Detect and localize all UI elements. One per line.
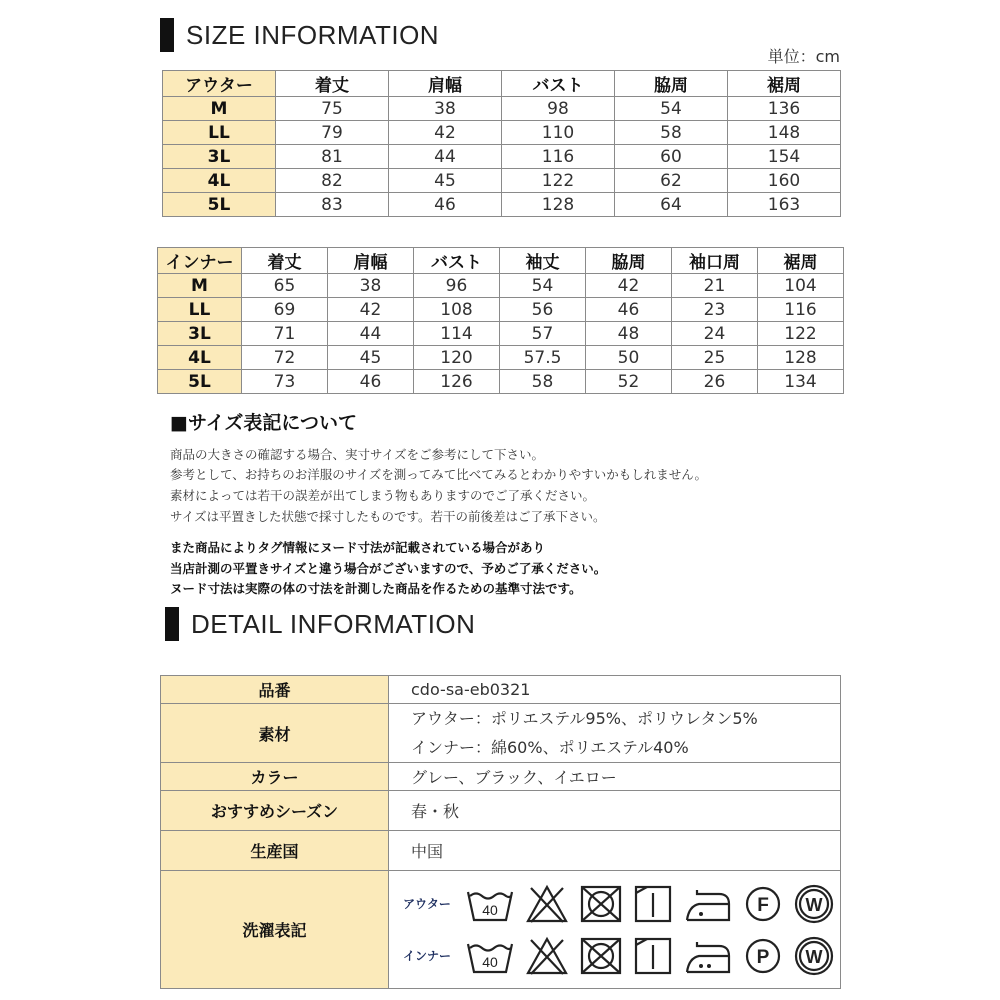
origin-label: 生産国 [161, 831, 389, 871]
inner-size-size-label: 5L [158, 370, 242, 394]
outer-size-row [163, 193, 841, 217]
inner-size-cell: 128 [758, 346, 844, 370]
inner-size-cell: 42 [586, 274, 672, 298]
care-inner-label: インナー [403, 949, 452, 963]
outer-size-cell: 128 [502, 193, 615, 217]
svg-text:W: W [805, 946, 823, 967]
outer-size-header-row [163, 71, 841, 97]
unit-label: 単位：cm [767, 47, 840, 66]
wash-tub-40-icon [465, 936, 515, 976]
inner-size-column-header: 着丈 [242, 248, 328, 274]
material-label: 素材 [161, 704, 389, 763]
outer-size-cell: 83 [276, 193, 389, 217]
inner-size-size-label: LL [158, 298, 242, 322]
inner-size-column-header: 肩幅 [328, 248, 414, 274]
inner-size-row [158, 298, 844, 322]
inner-size-column-header: 裾周 [758, 248, 844, 274]
outer-size-cell: 64 [615, 193, 728, 217]
inner-size-cell: 46 [328, 370, 414, 394]
outer-size-row [163, 121, 841, 145]
outer-size-cell: 160 [728, 169, 841, 193]
inner-size-column-header: インナー [158, 248, 242, 274]
nude-size-note-line: また商品によりタグ情報にヌード寸法が記載されている場合があり [170, 540, 546, 555]
outer-size-cell: 62 [615, 169, 728, 193]
inner-size-cell: 42 [328, 298, 414, 322]
wet-clean-w-icon [793, 935, 835, 977]
inner-size-size-label: 3L [158, 322, 242, 346]
size-note-line: 素材によっては若干の誤差が出てしまう物もありますのでご了承ください。 [170, 488, 596, 503]
svg-text:W: W [805, 894, 823, 915]
inner-size-cell: 50 [586, 346, 672, 370]
heading-bar [160, 18, 174, 52]
care-outer-label: アウター [403, 897, 451, 911]
inner-size-cell: 38 [328, 274, 414, 298]
material-value [389, 704, 841, 763]
dry-clean-p-icon [743, 936, 783, 976]
dry-clean-f-icon [743, 884, 783, 924]
iron-medium-icon [683, 936, 733, 976]
inner-size-row [158, 346, 844, 370]
inner-size-cell: 104 [758, 274, 844, 298]
inner-size-cell: 54 [500, 274, 586, 298]
inner-size-cell: 56 [500, 298, 586, 322]
care-symbols [389, 871, 841, 989]
outer-size-cell: 75 [276, 97, 389, 121]
outer-size-cell: 154 [728, 145, 841, 169]
svg-text:40: 40 [482, 953, 498, 970]
size-note-line: 商品の大きさの確認する場合、実寸サイズをご参考にして下さい。 [170, 447, 545, 462]
size-note-line: サイズは平置きした状態で採寸したものです。若干の前後差はご了承下さい。 [170, 509, 606, 524]
size-information-title: SIZE INFORMATION [186, 19, 440, 50]
inner-size-row [158, 322, 844, 346]
outer-size-cell: 122 [502, 169, 615, 193]
inner-size-cell: 57.5 [500, 346, 586, 370]
detail-information-heading [165, 607, 475, 641]
detail-information-title: DETAIL INFORMATION [191, 608, 476, 639]
color-value: グレー、ブラック、イエロー [389, 763, 841, 791]
inner-size-size-label: M [158, 274, 242, 298]
outer-size-size-label: M [163, 97, 276, 121]
outer-size-cell: 82 [276, 169, 389, 193]
material-line-outer: アウター：ポリエステル95%、ポリウレタン5% [411, 709, 758, 728]
outer-size-cell: 110 [502, 121, 615, 145]
inner-size-cell: 44 [328, 322, 414, 346]
season-label: おすすめシーズン [161, 791, 389, 831]
wet-clean-w-icon [793, 883, 835, 925]
inner-size-cell: 120 [414, 346, 500, 370]
origin-value: 中国 [389, 831, 841, 871]
inner-size-header-row [158, 248, 844, 274]
inner-size-cell: 73 [242, 370, 328, 394]
no-tumble-dry-icon [579, 884, 623, 924]
inner-size-cell: 48 [586, 322, 672, 346]
detail-table [160, 675, 841, 989]
outer-size-cell: 38 [389, 97, 502, 121]
inner-size-cell: 23 [672, 298, 758, 322]
outer-size-row [163, 145, 841, 169]
outer-size-cell: 79 [276, 121, 389, 145]
outer-size-cell: 136 [728, 97, 841, 121]
outer-size-size-label: 4L [163, 169, 276, 193]
outer-size-column-header: 着丈 [276, 71, 389, 97]
iron-low-icon [683, 884, 733, 924]
outer-size-cell: 45 [389, 169, 502, 193]
inner-size-cell: 58 [500, 370, 586, 394]
size-notes-heading: ■サイズ表記について [170, 412, 358, 434]
outer-size-cell: 42 [389, 121, 502, 145]
inner-size-size-label: 4L [158, 346, 242, 370]
inner-size-cell: 65 [242, 274, 328, 298]
svg-text:40: 40 [482, 901, 498, 918]
inner-size-column-header: 袖丈 [500, 248, 586, 274]
care-outer-icons [465, 883, 835, 925]
inner-size-cell: 69 [242, 298, 328, 322]
inner-size-cell: 71 [242, 322, 328, 346]
wash-tub-40-icon [465, 884, 515, 924]
inner-size-column-header: 袖口周 [672, 248, 758, 274]
outer-size-column-header: 脇周 [615, 71, 728, 97]
inner-size-cell: 25 [672, 346, 758, 370]
outer-size-table [162, 70, 841, 217]
svg-text:F: F [757, 894, 769, 916]
size-note-line: 参考として、お持ちのお洋服のサイズを測ってみて比べてみるとわかりやすいかもしれません。 [170, 467, 708, 482]
color-label: カラー [161, 763, 389, 791]
outer-size-size-label: 5L [163, 193, 276, 217]
inner-size-column-header: バスト [414, 248, 500, 274]
outer-size-column-header: バスト [502, 71, 615, 97]
inner-size-cell: 26 [672, 370, 758, 394]
inner-size-cell: 24 [672, 322, 758, 346]
outer-size-row [163, 169, 841, 193]
inner-size-cell: 52 [586, 370, 672, 394]
outer-size-size-label: LL [163, 121, 276, 145]
detail-row-material [161, 704, 841, 763]
inner-size-cell: 122 [758, 322, 844, 346]
inner-size-cell: 46 [586, 298, 672, 322]
nude-size-note-line: 当店計測の平置きサイズと違う場合がございますので、予めご了承ください。 [170, 561, 607, 576]
care-inner-icons [465, 935, 835, 977]
outer-size-cell: 81 [276, 145, 389, 169]
line-dry-icon [633, 936, 673, 976]
heading-bar [165, 607, 179, 641]
outer-size-column-header: アウター [163, 71, 276, 97]
nude-size-note-line: ヌード寸法は実際の体の寸法を計測した商品を作るための基準寸法です。 [170, 581, 582, 596]
inner-size-cell: 72 [242, 346, 328, 370]
product-no-value: cdo-sa-eb0321 [389, 676, 841, 704]
detail-row-product-no [161, 676, 841, 704]
product-no-label: 品番 [161, 676, 389, 704]
detail-row-care [161, 871, 841, 989]
inner-size-cell: 21 [672, 274, 758, 298]
line-dry-icon [633, 884, 673, 924]
outer-size-cell: 46 [389, 193, 502, 217]
inner-size-cell: 108 [414, 298, 500, 322]
care-row-outer [403, 883, 840, 925]
inner-size-row [158, 274, 844, 298]
inner-size-table [157, 247, 844, 394]
inner-size-cell: 126 [414, 370, 500, 394]
inner-size-cell: 96 [414, 274, 500, 298]
no-bleach-icon [525, 884, 569, 924]
no-tumble-dry-icon [579, 936, 623, 976]
inner-size-cell: 114 [414, 322, 500, 346]
detail-row-origin [161, 831, 841, 871]
outer-size-cell: 54 [615, 97, 728, 121]
detail-row-season [161, 791, 841, 831]
outer-size-cell: 116 [502, 145, 615, 169]
outer-size-cell: 148 [728, 121, 841, 145]
outer-size-cell: 98 [502, 97, 615, 121]
detail-row-color [161, 763, 841, 791]
inner-size-cell: 116 [758, 298, 844, 322]
outer-size-column-header: 肩幅 [389, 71, 502, 97]
outer-size-column-header: 裾周 [728, 71, 841, 97]
size-information-heading [160, 18, 439, 52]
outer-size-cell: 44 [389, 145, 502, 169]
svg-text:P: P [756, 946, 770, 968]
outer-size-size-label: 3L [163, 145, 276, 169]
inner-size-cell: 134 [758, 370, 844, 394]
material-line-inner: インナー：綿60%、ポリエステル40% [411, 738, 689, 757]
inner-size-cell: 57 [500, 322, 586, 346]
outer-size-cell: 60 [615, 145, 728, 169]
season-value: 春・秋 [389, 791, 841, 831]
inner-size-row [158, 370, 844, 394]
outer-size-cell: 163 [728, 193, 841, 217]
inner-size-column-header: 脇周 [586, 248, 672, 274]
outer-size-row [163, 97, 841, 121]
care-label: 洗濯表記 [161, 871, 389, 989]
care-row-inner [403, 935, 840, 977]
no-bleach-icon [525, 936, 569, 976]
inner-size-cell: 45 [328, 346, 414, 370]
outer-size-cell: 58 [615, 121, 728, 145]
